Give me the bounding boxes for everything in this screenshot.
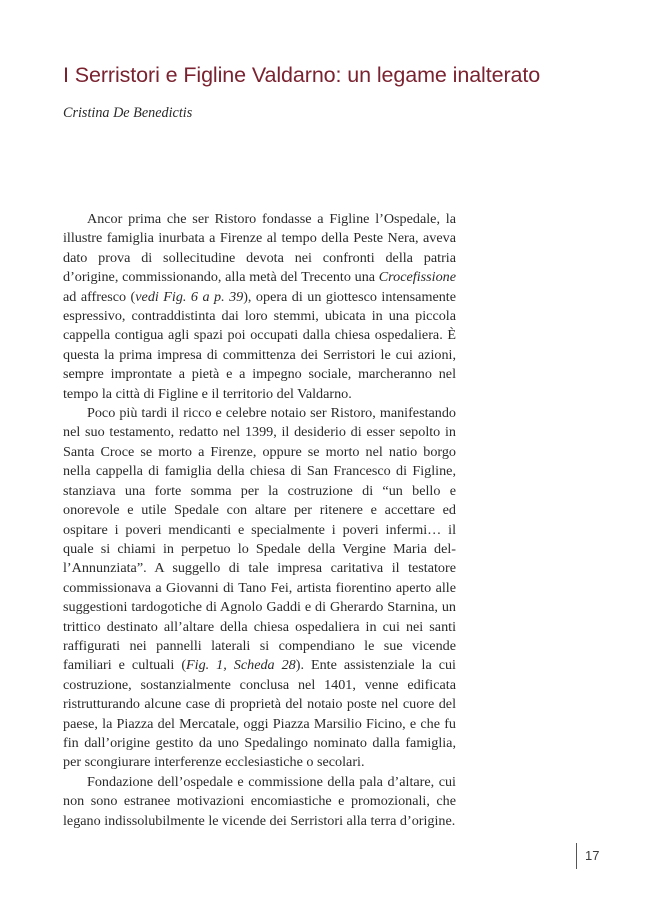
paragraph-1-text-a: Ancor prima che ser Ristoro fondasse a Figline l’Ospedale, la illustre famiglia inurbata a Firenze al tempo della Peste Nera, aveva dato prova di sollecitudine devota nei confronti della patria d’origine, commissionando, alla metà del Trecento una [63,211,456,286]
paragraph-1-text-c: ), opera di un giottesco intensamente espressivo, contraddistinta dai loro stemmi, ubicata in una piccola cappella contigua agli spazi poi occupati dalla chiesa ospedaliera. È questa la prima impresa di committenza dei Serristori le cui azioni, sempre improntate a pietà e a impegno sociale, marcheranno nel tempo la città di Figline e il territorio del Valdarno. [63,288,456,402]
article-author: Cristina De Benedictis [63,105,193,121]
paragraph-3 [63,773,456,831]
article-title: I Serristori e Figline Valdarno: un legame inalterato [63,63,541,87]
paragraph-2-text-b: ). Ente assistenziale la cui costruzione, sostanzialmente conclusa nel 1401, venne edificata ristrutturando alcune case di proprietà del notaio poste nel cuore del paese, la Piazza del Mercatale, oggi Piazza Marsilio Ficino, e che fu fin dall’origine gestito da uno Spedalingo nominato dalla famiglia, per scongiurare interferenze ecclesiastiche o secolari. [63,657,456,771]
paragraph-1-work-title: Crocefissione [378,269,456,286]
folio-divider [576,843,577,869]
article-body [63,210,456,831]
paragraph-1-figure-reference: vedi Fig. 6 a p. 39 [135,288,244,305]
paragraph-1 [63,210,456,404]
paragraph-2 [63,404,456,773]
paragraph-1-text-b: ad affresco ( [63,288,136,305]
page-number: 17 [585,848,600,863]
paragraph-2-figure-reference: Fig. 1, Scheda 28 [186,657,296,674]
paragraph-2-text-a: Poco più tardi il ricco e celebre notaio ser Ristoro, manifestando nel suo testamento, redatto nel 1399, il desiderio di esser sepolto in Santa Croce se morto a Firenze, oppure se morto nel natio borgo nella cappella di famiglia della chiesa di San Francesco di Figline, stanziava una forte somma per la costruzione di “un bello e onorevole e utile Spedale con altare per ritenere e accettare ed ospitare i poveri mendicanti e specialmente i poveri infermi… il quale si chiami in perpetuo lo Spedale della Vergine Maria dell’Annunziata”. A suggello di tale impresa caritativa il testatore commissionava a Giovanni di Tano Fei, artista fiorentino aperto alle suggestioni tardogotiche di Agnolo Gaddi e di Gherardo Starnina, un trittico destinato all’altare della chiesa ospedaliera in cui nei santi raffigurati nei pannelli laterali si compendiano le sue vicende familiari e cultuali ( [63,405,456,674]
paragraph-3-text: Fondazione dell’ospedale e commissione della pala d’altare, cui non sono estranee motivazioni encomiastiche e promozionali, che legano indissolubilmente le vicende dei Serristori alla terra d’origine. [63,773,456,829]
